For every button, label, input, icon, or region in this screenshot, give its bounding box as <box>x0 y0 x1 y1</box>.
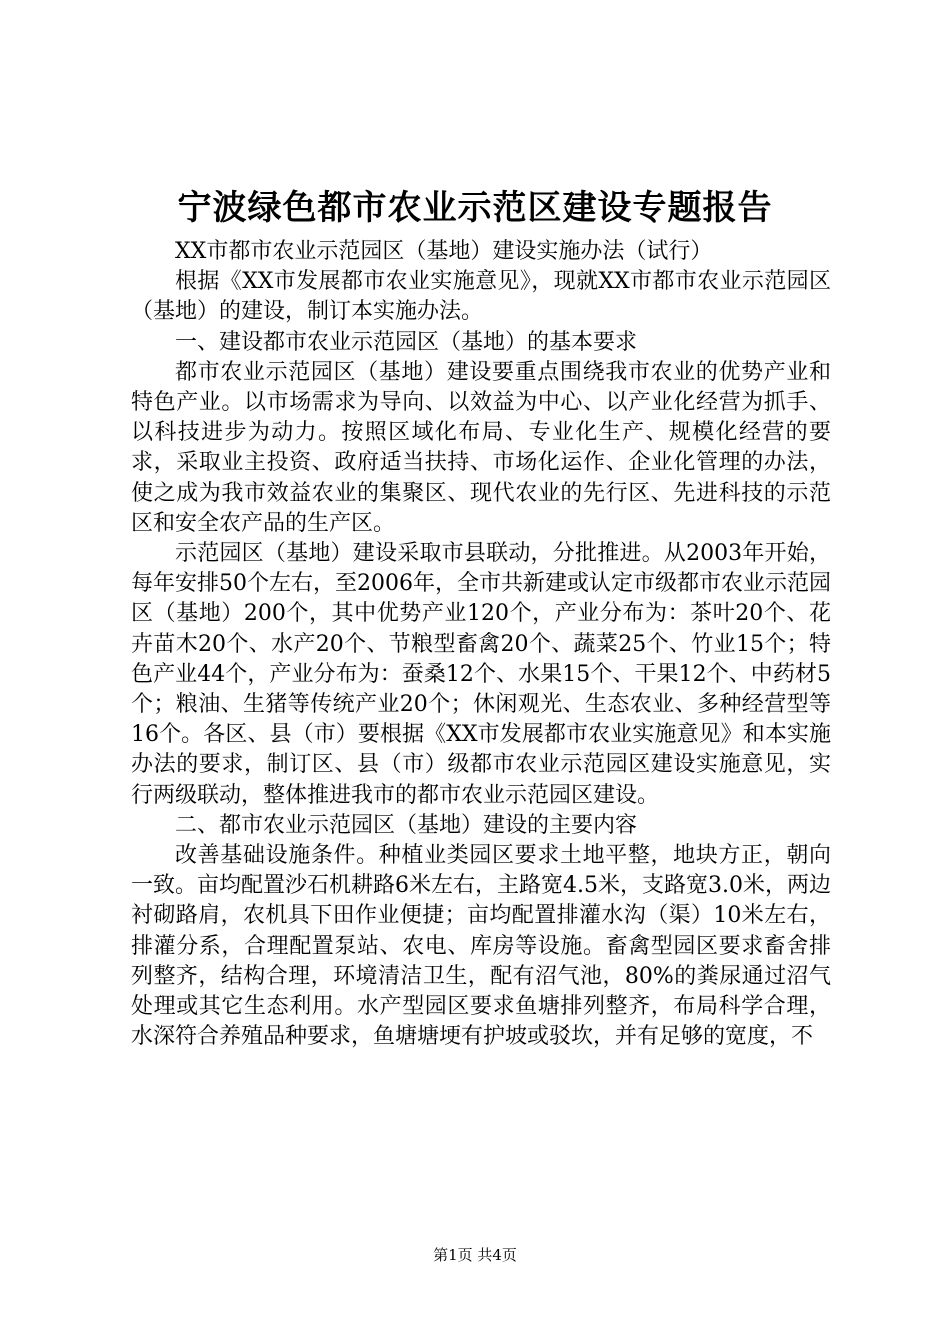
body-paragraph: 示范园区（基地）建设采取市县联动，分批推进。从2003年开始，每年安排50个左右，至2006年，全市共新建或认定市级都市农业示范园区（基地）200个，其中优势产业120个，产业分布为：茶叶20个、花卉苗木20个、水产20个、节粮型畜禽20个、蔬菜25个、竹业15个；特色产业44个，产业分布为：蚕桑12个、水果15个、干果12个、中药材5个；粮油、生猪等传统产业20个；休闲观光、生态农业、多种经营型等16个。各区、县（市）要根据《XX市发展都市农业实施意见》和本实施办法的要求，制订区、县（市）级都市农业示范园区建设实施意见，实行两级联动，整体推进我市的都市农业示范园区建设。 <box>131 541 831 808</box>
section-heading-1: 一、建设都市农业示范园区（基地）的基本要求 <box>175 329 638 355</box>
document-body <box>131 237 831 1052</box>
intro-paragraph: 根据《XX市发展都市农业实施意见》，现就XX市都市农业示范园区（基地）的建设，制订本实施办法。 <box>131 269 831 325</box>
page-footer: 第1页 共4页 <box>433 1246 517 1264</box>
body-paragraph: 都市农业示范园区（基地）建设要重点围绕我市农业的优势产业和特色产业。以市场需求为导向、以效益为中心、以产业化经营为抓手、以科技进步为动力。按照区域化布局、专业化生产、规模化经营的要求，采取业主投资、政府适当扶持、市场化运作、企业化管理的办法，使之成为我市效益农业的集聚区、现代农业的先行区、先进科技的示范区和安全农产品的生产区。 <box>131 359 831 536</box>
section-heading-2: 二、都市农业示范园区（基地）建设的主要内容 <box>175 812 638 838</box>
document-title: 宁波绿色都市农业示范区建设专题报告 <box>177 188 773 228</box>
body-paragraph: 改善基础设施条件。种植业类园区要求土地平整，地块方正，朝向一致。亩均配置沙石机耕路6米左右，主路宽4.5米，支路宽3.0米，两边衬砌路肩，农机具下田作业便捷；亩均配置排灌水沟（渠）10米左右，排灌分系，合理配置泵站、农电、库房等设施。畜禽型园区要求畜舍排列整齐，结构合理，环境清洁卫生，配有沼气池，80%的粪尿通过沼气处理或其它生态利用。水产型园区要求鱼塘排列整齐，布局科学合理，水深符合养殖品种要求，鱼塘塘埂有护坡或驳坎，并有足够的宽度，不 <box>131 843 831 1050</box>
subtitle-paragraph: XX市都市农业示范园区（基地）建设实施办法（试行） <box>175 239 713 264</box>
